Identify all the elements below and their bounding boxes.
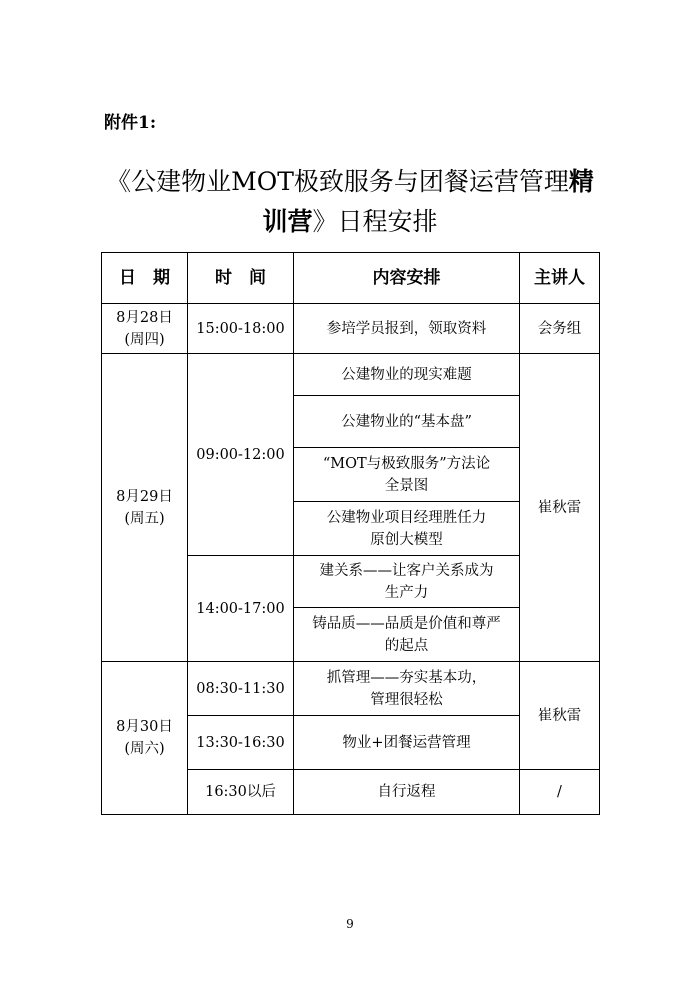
speaker-cell: 会务组	[520, 304, 600, 354]
content-line: 建关系——让客户关系成为	[319, 562, 494, 579]
content-line: 公建物业的“基本盘”	[341, 413, 472, 430]
time-cell: 14:00-17:00	[188, 556, 294, 662]
content-line: 公建物业项目经理胜任力	[326, 509, 487, 526]
table-row	[102, 662, 600, 716]
time-cell: 15:00-18:00	[188, 304, 294, 354]
content-line: 抓管理——夯实基本功，	[326, 669, 487, 686]
header-content: 内容安排	[294, 253, 520, 304]
table-row	[102, 304, 600, 354]
header-time: 时 间	[188, 253, 294, 304]
content-cell: 自行返程	[294, 770, 520, 815]
content-line: 的起点	[384, 637, 429, 654]
page-number: 9	[346, 917, 354, 931]
content-cell	[294, 662, 520, 716]
date-cell	[102, 662, 188, 815]
speaker-cell: 崔秋雷	[520, 354, 600, 662]
date-text: 8月28日	[116, 309, 173, 326]
header-date: 日 期	[102, 253, 188, 304]
time-cell: 13:30-16:30	[188, 716, 294, 770]
title-line-1-bold: 精	[568, 167, 594, 196]
date-text: 8月29日	[116, 488, 173, 505]
content-cell	[294, 502, 520, 556]
content-cell	[294, 556, 520, 608]
table-header-row	[102, 253, 600, 304]
weekday-text: (周五)	[124, 510, 165, 527]
time-cell: 16:30以后	[188, 770, 294, 815]
speaker-cell: 崔秋雷	[520, 662, 600, 770]
content-line: 公建物业的现实难题	[341, 366, 472, 383]
content-cell: 参培学员报到，领取资料	[294, 304, 520, 354]
content-line: “MOT与极致服务”方法论	[322, 455, 491, 472]
schedule-table	[101, 252, 600, 815]
speaker-cell: /	[520, 770, 600, 815]
date-cell	[102, 304, 188, 354]
header-speaker: 主讲人	[520, 253, 600, 304]
table-row	[102, 354, 600, 396]
title-line-2	[100, 202, 600, 242]
date-cell	[102, 354, 188, 662]
date-text: 8月30日	[116, 719, 173, 735]
time-cell: 09:00-12:00	[188, 354, 294, 556]
content-cell	[294, 448, 520, 502]
content-line: 原创大模型	[370, 531, 443, 548]
weekday-text: (周六)	[124, 741, 165, 757]
content-line: 全景图	[384, 477, 429, 494]
content-cell	[294, 608, 520, 662]
weekday-text: (周四)	[124, 331, 165, 348]
title-line-1	[100, 162, 600, 202]
time-cell: 08:30-11:30	[188, 662, 294, 716]
title-line-2-bold: 训营	[262, 207, 313, 236]
content-line: 生产力	[384, 584, 429, 601]
content-line: 铸品质——品质是价值和尊严	[312, 615, 501, 632]
content-cell	[294, 396, 520, 448]
content-cell: 物业+团餐运营管理	[294, 716, 520, 770]
title-line-2-normal: 》日程安排	[312, 207, 438, 236]
attachment-label: 附件1:	[104, 113, 157, 133]
content-line: 管理很轻松	[370, 691, 443, 708]
content-cell	[294, 354, 520, 396]
title-line-1-normal: 《公建物业MOT极致服务与团餐运营管理	[106, 167, 569, 196]
